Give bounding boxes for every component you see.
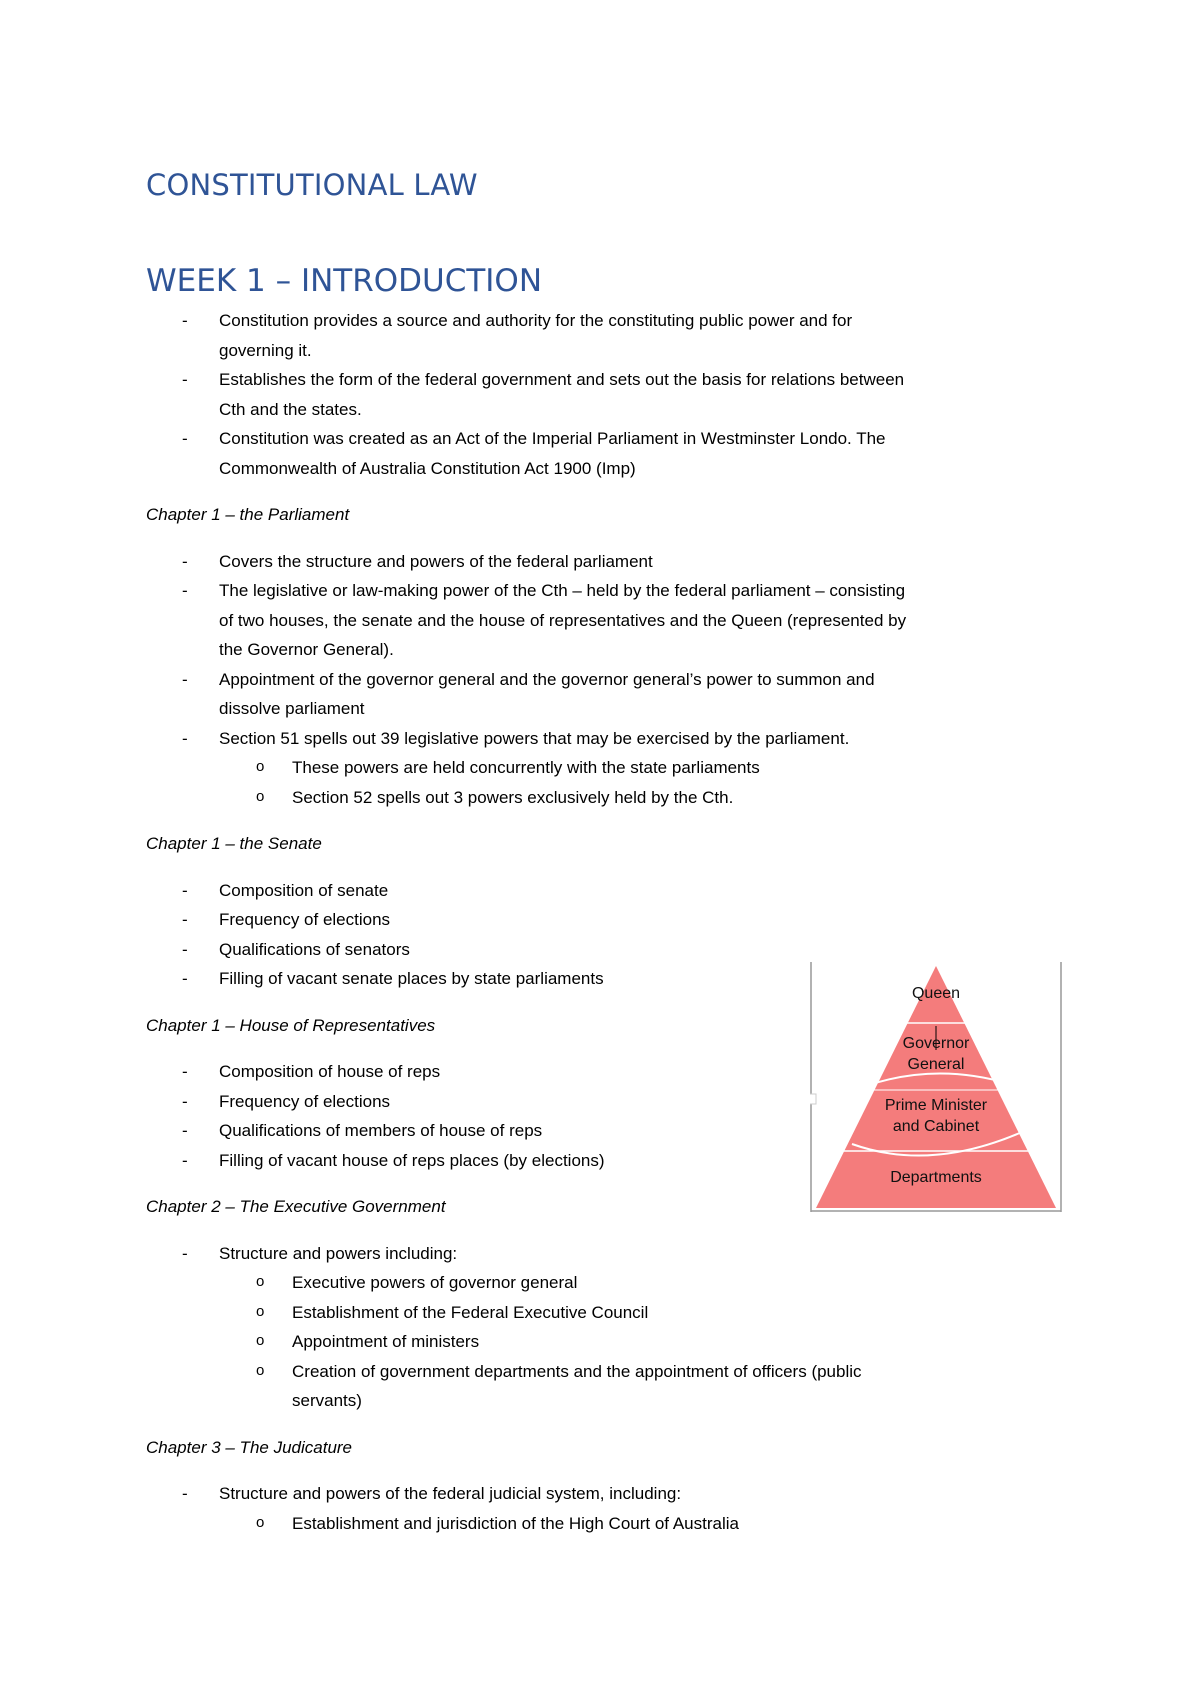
circle-bullet-icon: o [256,787,265,805]
bullet-text: Frequency of elections [219,1091,391,1111]
week-heading: WEEK 1 – INTRODUCTION [146,263,543,299]
bullet-text: The legislative or law-making power of the Cth – held by the federal parliament – consisting [219,581,906,600]
bullet-text: Qualifications of senators [219,939,410,959]
bullet-text: Constitution was created as an Act of the Imperial Parliament in Westminster Londo. The [219,429,886,448]
dash-bullet-icon: - [182,880,188,900]
bullet-item [146,547,1066,577]
dash-bullet-icon: - [182,311,188,330]
bullet-text: Structure and powers of the federal judicial system, including: [219,1484,682,1503]
bullet-text: These powers are held concurrently with the state parliaments [292,758,760,777]
anchor-handle-icon [810,1094,816,1104]
circle-bullet-icon: o [256,1513,265,1531]
sub-bullet-item [146,1268,1066,1298]
bullet-list [146,547,1066,813]
bullet-text: of two houses, the senate and the house of representatives and the Queen (represented by [219,610,907,630]
bullet-text: Constitution provides a source and authority for the constituting public power and for [219,311,853,330]
dash-bullet-icon: - [182,581,188,600]
sub-bullet-item [146,783,1066,813]
dash-bullet-icon: - [182,1243,188,1263]
dash-bullet-icon: - [182,669,188,689]
dash-bullet-icon: - [182,429,188,448]
sub-bullet-item [146,1327,1066,1357]
pyramid-level-label: Departments [890,1169,982,1186]
chapter-heading: Chapter 1 – the Parliament [146,505,350,524]
bullet-text: Executive powers of governor general [292,1273,578,1292]
bullet-text: Commonwealth of Australia Constitution Act 1900 (Imp) [219,458,636,478]
circle-bullet-icon: o [256,758,265,775]
bullet-item [146,365,1066,424]
bullet-text: the Governor General). [219,640,394,659]
bullet-item [146,424,1066,483]
bullet-text: Establishment and jurisdiction of the High Court of Australia [292,1513,739,1533]
bullet-text: Cth and the states. [219,399,362,419]
bullet-list [146,1479,1066,1538]
bullet-text: servants) [292,1391,362,1410]
bullet-text: Appointment of ministers [292,1332,480,1351]
sub-bullet-item [146,1298,1066,1328]
bullet-item [146,905,1066,935]
dash-bullet-icon: - [182,969,188,988]
bullet-text: Composition of senate [219,880,389,900]
sub-bullet-item [146,753,1066,783]
pyramid-level-label: Governor [902,1035,970,1052]
dash-bullet-icon: - [182,939,188,959]
bullet-text: Establishes the form of the federal government and sets out the basis for relations between [219,370,905,389]
bullet-item [146,876,1066,906]
pyramid-level-label: Prime Minister [884,1097,988,1114]
bullet-text: Filling of vacant senate places by state parliaments [219,969,604,988]
bullet-text: Qualifications of members of house of reps [219,1121,543,1140]
circle-bullet-icon: o [256,1302,265,1320]
chapter-heading: Chapter 2 – The Executive Government [146,1197,446,1216]
circle-bullet-icon: o [256,1273,265,1290]
bullet-item [146,665,1066,724]
bullet-list [146,1239,1066,1416]
bullet-item [146,1239,1066,1269]
bullet-list [146,306,1066,483]
bullet-item [146,306,1066,365]
pyramid-level-label: Queen [911,985,961,1002]
circle-bullet-icon: o [256,1361,265,1379]
chapter-heading: Chapter 1 – the Senate [146,834,322,853]
dash-bullet-icon: - [182,728,188,748]
bullet-item [146,724,1066,754]
document-body [146,306,1066,1555]
pyramid-level-label: and Cabinet [892,1118,980,1135]
bullet-text: Establishment of the Federal Executive Council [292,1302,649,1322]
bullet-text: Structure and powers including: [219,1243,458,1263]
bullet-item [146,935,1066,965]
dash-bullet-icon: - [182,1091,188,1111]
bullet-text: Covers the structure and powers of the federal parliament [219,551,653,571]
bullet-text: dissolve parliament [219,699,365,718]
dash-bullet-icon: - [182,551,188,571]
bullet-text: Frequency of elections [219,910,391,929]
chapter-heading: Chapter 3 – The Judicature [146,1437,353,1457]
dash-bullet-icon: - [182,910,188,929]
circle-bullet-icon: o [256,1332,265,1349]
bullet-text: Section 51 spells out 39 legislative powers that may be exercised by the parliament. [219,728,850,748]
bullet-text: Appointment of the governor general and the governor general’s power to summon and [219,669,875,689]
dash-bullet-icon: - [182,1121,188,1140]
government-hierarchy-pyramid [810,962,1062,1212]
sub-bullet-item [146,1509,1066,1539]
bullet-text: Creation of government departments and the appointment of officers (public [292,1361,862,1381]
bullet-text: Section 52 spells out 3 powers exclusively held by the Cth. [292,787,734,807]
bullet-text: Filling of vacant house of reps places (by elections) [219,1150,605,1170]
document-title: CONSTITUTIONAL LAW [146,168,478,202]
bullet-text: Composition of house of reps [219,1062,441,1081]
bullet-item [146,1479,1066,1509]
bullet-text: governing it. [219,340,312,360]
dash-bullet-icon: - [182,1484,188,1503]
sub-bullet-item [146,1357,1066,1416]
pyramid-level-label: General [907,1056,965,1073]
dash-bullet-icon: - [182,370,188,389]
bullet-item [146,576,1066,665]
dash-bullet-icon: - [182,1150,188,1170]
chapter-heading: Chapter 1 – House of Representatives [146,1015,436,1035]
dash-bullet-icon: - [182,1062,188,1081]
